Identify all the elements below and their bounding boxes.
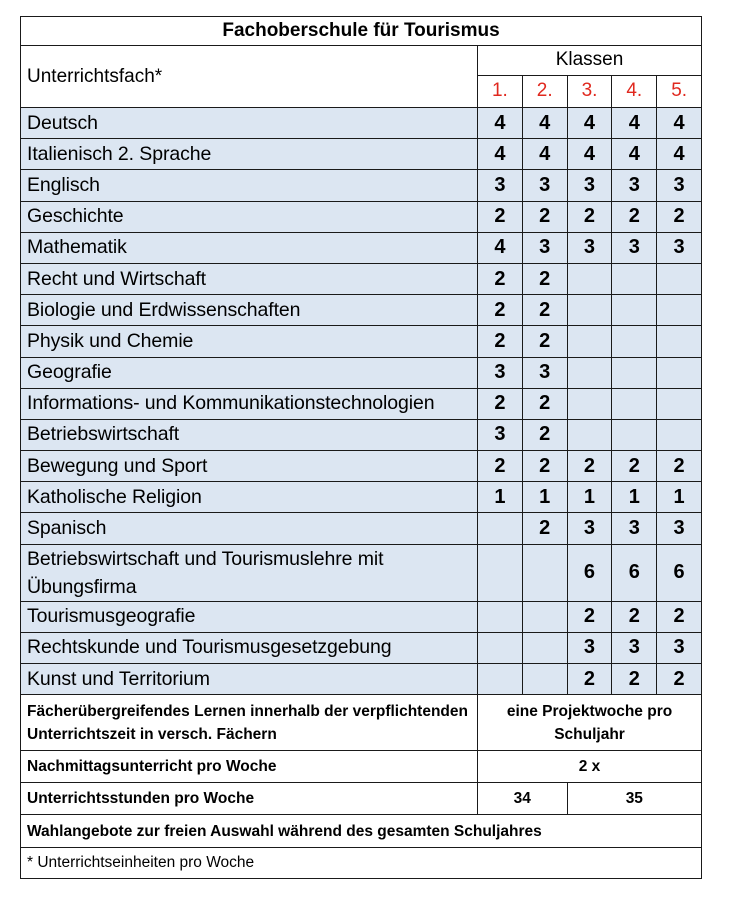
hours-class-4: 4 [612, 108, 657, 139]
hours-class-3: 6 [567, 544, 612, 601]
interdisciplinary-label: Fächerübergreifendes Lernen innerhalb der verpflichtenden Unterrichtszeit in versch. Fächern [21, 695, 478, 751]
class-number-1: 1. [478, 75, 523, 107]
hours-class-1: 3 [478, 357, 523, 388]
hours-class-4: 3 [612, 632, 657, 663]
hours-class-4 [612, 263, 657, 294]
subject-name: Informations- und Kommunikationstechnologien [21, 388, 478, 419]
class-number-5: 5. [657, 75, 702, 107]
hours-class-2: 2 [522, 263, 567, 294]
hours-class-2: 3 [522, 357, 567, 388]
subject-column-header: Unterrichtsfach* [21, 46, 478, 108]
subject-name: Betriebswirtschaft [21, 419, 478, 450]
subject-name: Spanisch [21, 513, 478, 544]
subject-name: Recht und Wirtschaft [21, 263, 478, 294]
table-title: Fachoberschule für Tourismus [21, 17, 702, 46]
hours-class-2 [522, 632, 567, 663]
weekly-hours-label: Unterrichtsstunden pro Woche [21, 783, 478, 815]
table-row [21, 513, 702, 544]
interdisciplinary-value: eine Projektwoche pro Schuljahr [478, 695, 702, 751]
hours-class-1: 2 [478, 201, 523, 232]
hours-class-1: 4 [478, 232, 523, 263]
hours-class-2: 2 [522, 388, 567, 419]
hours-class-5: 6 [657, 544, 702, 601]
hours-class-4: 6 [612, 544, 657, 601]
hours-class-3: 4 [567, 139, 612, 170]
hours-class-2: 3 [522, 170, 567, 201]
hours-class-3: 3 [567, 232, 612, 263]
hours-class-5: 3 [657, 513, 702, 544]
subject-rows [21, 108, 702, 695]
footnote: * Unterrichtseinheiten pro Woche [21, 848, 702, 879]
hours-class-4: 2 [612, 664, 657, 695]
table-row [21, 419, 702, 450]
hours-class-5 [657, 419, 702, 450]
subject-name: Geschichte [21, 201, 478, 232]
table-row [21, 263, 702, 294]
hours-class-3: 3 [567, 170, 612, 201]
hours-class-5 [657, 295, 702, 326]
hours-class-5: 3 [657, 632, 702, 663]
table-row [21, 201, 702, 232]
hours-class-4: 3 [612, 513, 657, 544]
weekly-hours-rest: 35 [567, 783, 701, 815]
table-row [21, 664, 702, 695]
table-row [21, 170, 702, 201]
subject-name: Mathematik [21, 232, 478, 263]
hours-class-1: 3 [478, 170, 523, 201]
hours-class-4 [612, 388, 657, 419]
hours-class-1: 4 [478, 139, 523, 170]
hours-class-2 [522, 664, 567, 695]
subject-name: Kunst und Territorium [21, 664, 478, 695]
subject-name: Betriebswirtschaft und Tourismuslehre mit Übungsfirma [21, 544, 478, 601]
hours-class-2: 2 [522, 419, 567, 450]
hours-class-5 [657, 357, 702, 388]
hours-class-5: 2 [657, 201, 702, 232]
hours-class-1 [478, 544, 523, 601]
table-row [21, 108, 702, 139]
hours-class-5 [657, 388, 702, 419]
hours-class-2: 4 [522, 139, 567, 170]
hours-class-1: 2 [478, 451, 523, 482]
hours-class-3: 2 [567, 451, 612, 482]
subject-name: Englisch [21, 170, 478, 201]
hours-class-5: 2 [657, 664, 702, 695]
hours-class-2: 3 [522, 232, 567, 263]
hours-class-4: 3 [612, 170, 657, 201]
hours-class-5: 3 [657, 170, 702, 201]
subject-name: Physik und Chemie [21, 326, 478, 357]
hours-class-2: 2 [522, 295, 567, 326]
subject-name: Italienisch 2. Sprache [21, 139, 478, 170]
hours-class-2: 2 [522, 451, 567, 482]
hours-class-2 [522, 601, 567, 632]
hours-class-1: 2 [478, 295, 523, 326]
hours-class-4: 2 [612, 451, 657, 482]
hours-class-3 [567, 326, 612, 357]
hours-class-5: 2 [657, 601, 702, 632]
hours-class-1 [478, 601, 523, 632]
curriculum-table [20, 16, 702, 879]
hours-class-4 [612, 419, 657, 450]
hours-class-5 [657, 263, 702, 294]
table-row [21, 601, 702, 632]
table-row [21, 451, 702, 482]
hours-class-5: 4 [657, 108, 702, 139]
hours-class-3: 3 [567, 513, 612, 544]
hours-class-5: 3 [657, 232, 702, 263]
subject-name: Tourismusgeografie [21, 601, 478, 632]
hours-class-4: 4 [612, 139, 657, 170]
class-number-2: 2. [522, 75, 567, 107]
hours-class-1: 1 [478, 482, 523, 513]
hours-class-5: 2 [657, 451, 702, 482]
table-row [21, 139, 702, 170]
table-row [21, 295, 702, 326]
hours-class-3 [567, 388, 612, 419]
table-row [21, 326, 702, 357]
hours-class-4: 1 [612, 482, 657, 513]
afternoon-value: 2 x [478, 751, 702, 783]
hours-class-1 [478, 632, 523, 663]
hours-class-3: 3 [567, 632, 612, 663]
table-row [21, 357, 702, 388]
hours-class-2: 2 [522, 513, 567, 544]
hours-class-2: 2 [522, 326, 567, 357]
classes-header: Klassen [478, 46, 702, 76]
table-row [21, 482, 702, 513]
hours-class-3 [567, 295, 612, 326]
table-row [21, 232, 702, 263]
hours-class-3 [567, 419, 612, 450]
table-row [21, 544, 702, 601]
hours-class-5 [657, 326, 702, 357]
hours-class-1 [478, 664, 523, 695]
hours-class-5: 1 [657, 482, 702, 513]
table-row [21, 632, 702, 663]
hours-class-4 [612, 326, 657, 357]
hours-class-2 [522, 544, 567, 601]
hours-class-4 [612, 295, 657, 326]
hours-class-1: 2 [478, 326, 523, 357]
class-number-3: 3. [567, 75, 612, 107]
hours-class-1: 3 [478, 419, 523, 450]
subject-name: Geografie [21, 357, 478, 388]
hours-class-2: 1 [522, 482, 567, 513]
hours-class-2: 4 [522, 108, 567, 139]
weekly-hours-first: 34 [478, 783, 568, 815]
hours-class-3: 2 [567, 664, 612, 695]
hours-class-1: 2 [478, 263, 523, 294]
hours-class-4: 3 [612, 232, 657, 263]
subject-name: Bewegung und Sport [21, 451, 478, 482]
table-row [21, 388, 702, 419]
class-number-4: 4. [612, 75, 657, 107]
hours-class-2: 2 [522, 201, 567, 232]
hours-class-5: 4 [657, 139, 702, 170]
hours-class-3 [567, 263, 612, 294]
hours-class-3: 1 [567, 482, 612, 513]
hours-class-1 [478, 513, 523, 544]
hours-class-3 [567, 357, 612, 388]
afternoon-label: Nachmittagsunterricht pro Woche [21, 751, 478, 783]
hours-class-3: 4 [567, 108, 612, 139]
hours-class-4: 2 [612, 201, 657, 232]
hours-class-3: 2 [567, 601, 612, 632]
hours-class-1: 2 [478, 388, 523, 419]
hours-class-3: 2 [567, 201, 612, 232]
hours-class-1: 4 [478, 108, 523, 139]
electives-row: Wahlangebote zur freien Auswahl während des gesamten Schuljahres [21, 815, 702, 848]
hours-class-4: 2 [612, 601, 657, 632]
subject-name: Rechtskunde und Tourismusgesetzgebung [21, 632, 478, 663]
hours-class-4 [612, 357, 657, 388]
subject-name: Katholische Religion [21, 482, 478, 513]
subject-name: Deutsch [21, 108, 478, 139]
subject-name: Biologie und Erdwissenschaften [21, 295, 478, 326]
